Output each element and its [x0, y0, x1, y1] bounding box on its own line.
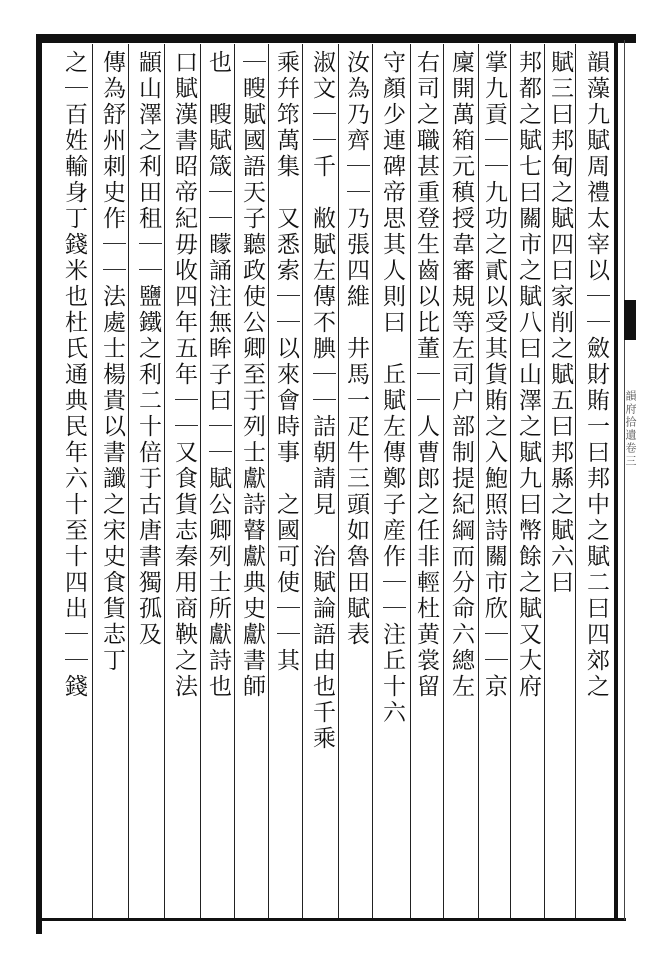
text-column-12: 也 瞍賦箴｜｜矇誦注無眸子曰｜｜賦公卿列士所獻詩也 [205, 50, 231, 700]
text-column-9: 淑文｜｜千 敝賦左傳不腆｜｜詰朝請見 治賦論語由也千乘 [309, 50, 335, 752]
text-column-3: 邦都之賦七曰關市之賦八曰山澤之賦九曰幣餘之賦又大府 [515, 50, 541, 700]
column-rule [268, 44, 269, 918]
column-rule [128, 44, 129, 918]
column-rule [372, 44, 373, 918]
text-column-16: 之｜百姓輸身丁錢米也杜氏通典民年六十至十四出｜｜錢 [61, 50, 87, 700]
column-rule [510, 44, 511, 918]
text-column-4: 掌九貢｜｜九功之貳以受其貨賄之入鮑照詩關市欣｜｜京 [481, 50, 507, 700]
text-column-7: 守顏少連碑帝思其人則曰 丘賦左傳鄭子産作｜｜注丘十六 [379, 50, 405, 726]
margin-rule [624, 40, 625, 920]
text-column-8: 汝為乃齊｜｜乃張四維 井馬一疋牛三頭如魯田賦表 [343, 50, 369, 648]
column-rule [478, 44, 479, 918]
column-rule [410, 44, 411, 918]
page-border-right [614, 34, 618, 920]
text-column-15: 傳為舒州刺史作｜｜法處士楊貴以書讖之宋史食貨志丁 [99, 50, 125, 674]
column-rule [164, 44, 165, 918]
page-border-left [36, 34, 42, 934]
fish-tail-mark [624, 300, 636, 340]
column-rule [302, 44, 303, 918]
column-rule [544, 44, 545, 918]
text-column-14: 顓山澤之利田租｜｜鹽鐵之利二十倍于古唐書獨孤及 [135, 50, 161, 648]
text-column-11: ｜瞍賦國語天子聽政使公卿至于列士獻詩瞽獻典史獻書師 [239, 50, 265, 700]
text-column-6: 右司之職甚重登生齒以比董｜｜人曹郎之任非輕杜黄裳留 [413, 50, 439, 700]
column-rule [92, 44, 93, 918]
page-border-bottom [36, 918, 626, 921]
text-column-2: 賦三曰邦甸之賦四曰家削之賦五曰邦縣之賦六曰 [547, 50, 573, 596]
column-rule [338, 44, 339, 918]
text-column-13: 口賦漢書昭帝紀毋收四年五年｜｜又食貨志秦用商鞅之法 [171, 50, 197, 700]
column-rule [443, 44, 444, 918]
column-rule [234, 44, 235, 918]
margin-label: 韻府拾遺卷三 [624, 390, 637, 468]
text-column-1: 韻藻九賦周禮太宰以｜｜斂財賄一曰邦中之賦二曰四郊之 [583, 50, 609, 700]
text-column-10: 乘幷筇萬集 又悉索｜｜以來會時事 之國可使｜｜其 [273, 50, 299, 674]
column-rule [200, 44, 201, 918]
page-border-top [36, 34, 636, 43]
text-column-5: 廩開萬箱元稹授韋審規等左司户部制提紀綱而分命六總左 [448, 50, 474, 700]
